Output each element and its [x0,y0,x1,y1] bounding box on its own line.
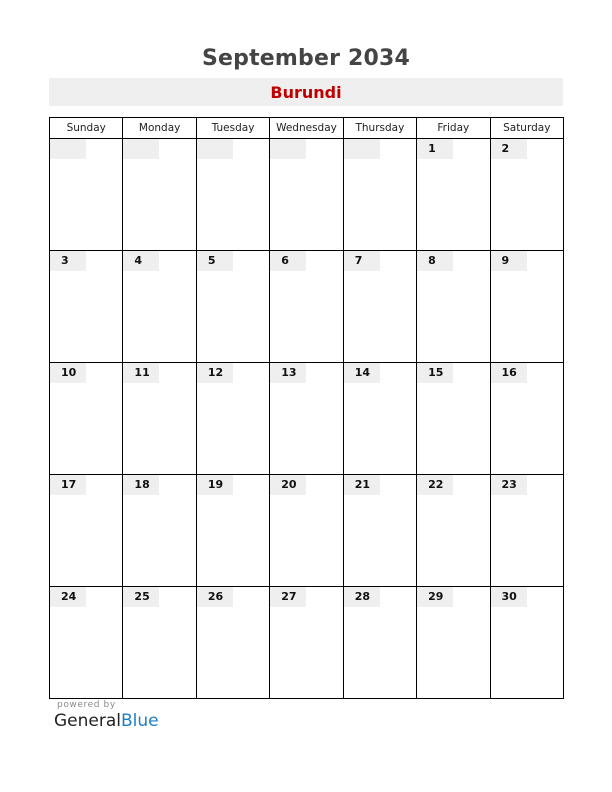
weekday-tuesday: Tuesday [196,118,269,139]
day-cell [343,251,416,363]
day-number: 29 [417,587,453,607]
day-cell [490,587,563,699]
day-cell [343,475,416,587]
day-number: 2 [491,139,527,159]
weekday-monday: Monday [123,118,196,139]
day-number: 23 [491,475,527,495]
day-number: 15 [417,363,453,383]
day-cell [417,251,490,363]
day-cell [270,251,343,363]
day-number [344,139,380,159]
brand-general: General [54,711,121,731]
weekday-thursday: Thursday [343,118,416,139]
day-number: 22 [417,475,453,495]
day-cell [417,587,490,699]
day-cell [196,363,269,475]
day-number: 30 [491,587,527,607]
day-number [270,139,306,159]
day-cell [343,587,416,699]
day-cell [123,363,196,475]
day-cell [490,251,563,363]
day-number: 24 [50,587,86,607]
day-number: 4 [123,251,159,271]
week-row [50,475,564,587]
day-number: 12 [197,363,233,383]
day-cell [123,475,196,587]
day-cell [196,251,269,363]
powered-by-label: powered by [57,700,116,710]
weekday-header-row [50,118,564,139]
day-cell [196,587,269,699]
country-name: Burundi [270,83,342,102]
day-cell [50,587,123,699]
day-cell [343,363,416,475]
day-number: 28 [344,587,380,607]
day-number: 26 [197,587,233,607]
week-row [50,251,564,363]
day-cell [270,363,343,475]
day-number: 5 [197,251,233,271]
day-cell [123,251,196,363]
weekday-saturday: Saturday [490,118,563,139]
day-number: 20 [270,475,306,495]
day-cell [50,251,123,363]
brand-blue: Blue [121,711,159,731]
day-cell [196,475,269,587]
day-number [123,139,159,159]
day-number [197,139,233,159]
day-number: 11 [123,363,159,383]
generalblue-logo [54,711,159,731]
day-cell [417,363,490,475]
day-number: 6 [270,251,306,271]
day-number: 16 [491,363,527,383]
day-number: 1 [417,139,453,159]
day-cell [490,475,563,587]
day-cell [50,363,123,475]
day-number: 3 [50,251,86,271]
day-number: 14 [344,363,380,383]
empty-day-cell [196,139,269,251]
day-number [50,139,86,159]
day-number: 8 [417,251,453,271]
empty-day-cell [50,139,123,251]
week-row [50,587,564,699]
day-cell [490,363,563,475]
day-number: 21 [344,475,380,495]
day-cell [417,139,490,251]
day-cell [123,587,196,699]
weekday-wednesday: Wednesday [270,118,343,139]
country-band [49,78,563,106]
day-number: 7 [344,251,380,271]
day-number: 25 [123,587,159,607]
day-number: 19 [197,475,233,495]
weekday-sunday: Sunday [50,118,123,139]
day-number: 9 [491,251,527,271]
day-number: 17 [50,475,86,495]
week-row [50,363,564,475]
day-number: 27 [270,587,306,607]
day-number: 10 [50,363,86,383]
day-cell [490,139,563,251]
empty-day-cell [123,139,196,251]
page-title: September 2034 [201,46,411,71]
empty-day-cell [270,139,343,251]
day-cell [417,475,490,587]
day-number: 13 [270,363,306,383]
calendar-grid [49,117,564,699]
empty-day-cell [343,139,416,251]
day-number: 18 [123,475,159,495]
weekday-friday: Friday [417,118,490,139]
day-cell [270,587,343,699]
week-row [50,139,564,251]
day-cell [50,475,123,587]
day-cell [270,475,343,587]
